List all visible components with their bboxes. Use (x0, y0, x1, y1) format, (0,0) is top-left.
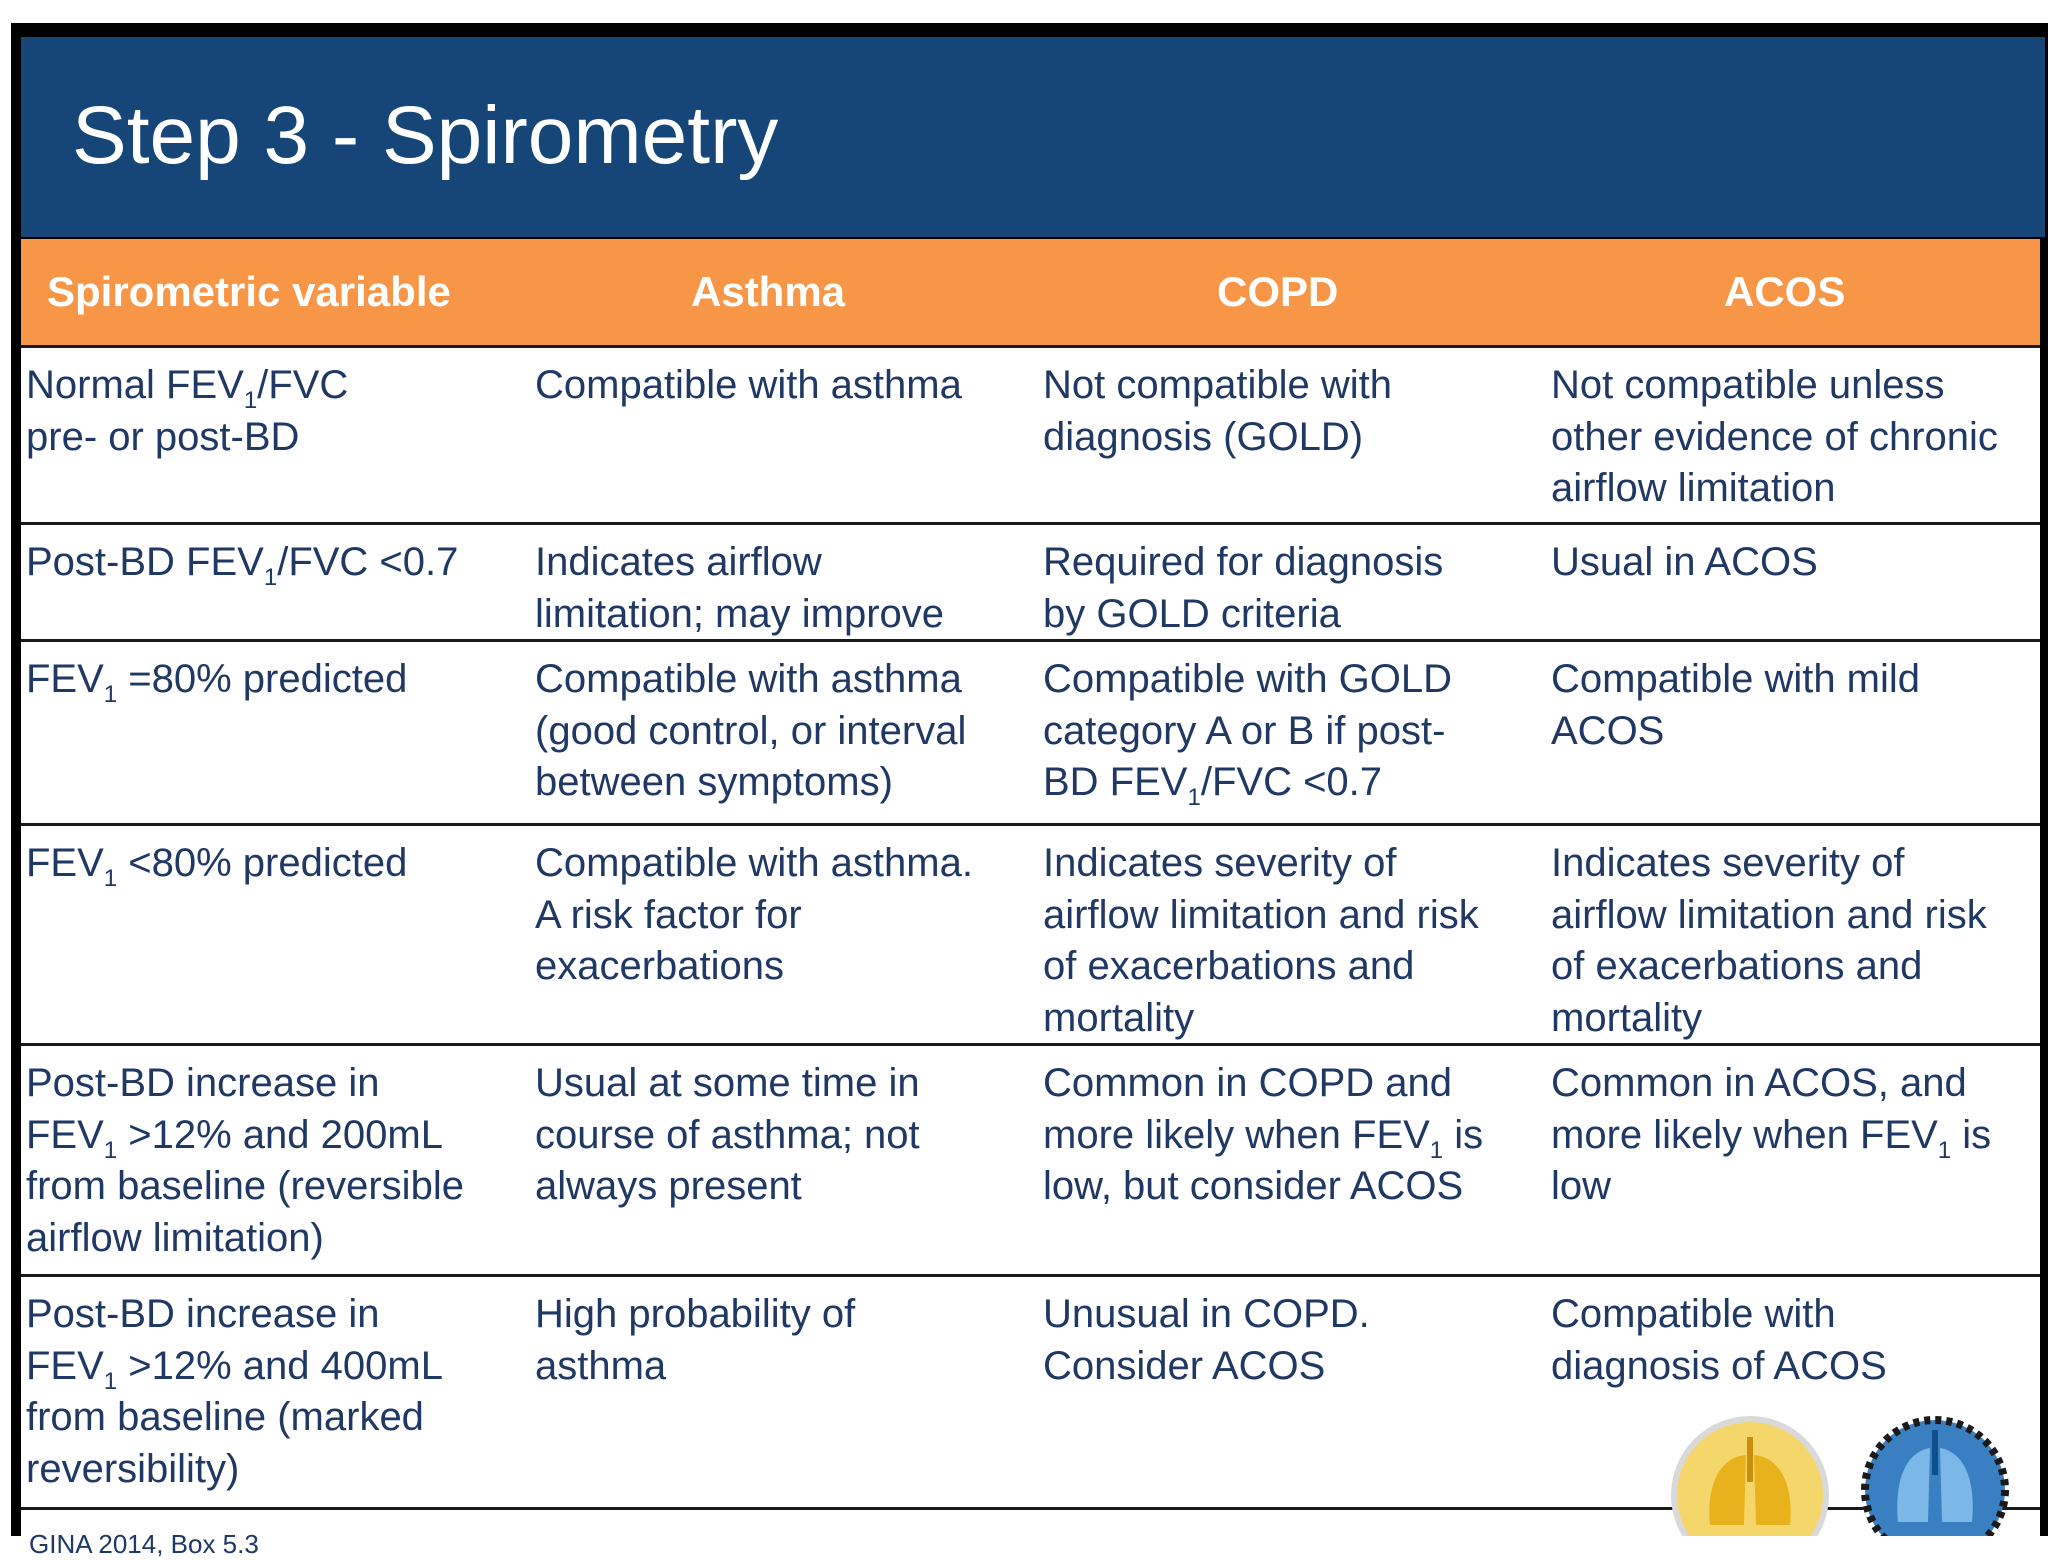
gina-lungs-logo (1860, 1410, 2010, 1536)
row-variable-cell: Normal $FEV_1$/FVC pre- or post-BD (26, 363, 349, 459)
header-acos: ACOS (1724, 268, 1846, 315)
row-acos-cell: Indicates severity of airflow limitation and risk of exacerbations and mortality (1551, 841, 1987, 1040)
header-spirometric-variable: Spirometric variable (47, 268, 451, 315)
row-acos-cell: Common in ACOS, and more likely when $FEV_1$ is low (1551, 1061, 1992, 1208)
table-row (21, 345, 2040, 525)
row-variable-cell: Post-BD increase in $FEV_1 >12\%$ and 200mL from baseline (reversible airflow limitation) (26, 1061, 464, 1260)
header-copd: COPD (1217, 268, 1339, 315)
row-variable-cell: Post-BD increase in $FEV_1 >12\%$ and 400mL from baseline (marked reversibility) (26, 1292, 443, 1491)
row-acos-cell: Not compatible unless other evidence of chronic airflow limitation (1551, 363, 1998, 510)
row-variable-cell: $FEV_1 <80\%$ predicted (26, 841, 408, 892)
header-asthma: Asthma (691, 268, 846, 315)
row-asthma-cell: Compatible with asthma. A risk factor for exacerbations (535, 841, 973, 988)
table-row (21, 639, 2040, 826)
top-strip (0, 0, 2048, 23)
row-asthma-cell: Indicates airflow limitation; may improve (535, 540, 945, 636)
row-asthma-cell: Compatible with asthma (good control, or interval between symptoms) (535, 657, 967, 804)
table-row (21, 1043, 2040, 1277)
row-copd-cell: Unusual in COPD. Consider ACOS (1043, 1292, 1370, 1388)
row-asthma-cell: Usual at some time in course of asthma; not always present (535, 1061, 920, 1208)
table-row (21, 823, 2040, 1046)
row-variable-cell: $FEV_1 =80\%$ predicted (26, 657, 408, 708)
row-acos-cell: Usual in ACOS (1551, 540, 1818, 584)
row-copd-cell: Required for diagnosis by GOLD criteria (1043, 540, 1444, 636)
row-acos-cell: Compatible with mild ACOS (1551, 657, 1921, 753)
row-variable-cell: Post-BD $FEV_1$/FVC <0.7 (26, 540, 459, 591)
slide-title: Step 3 - Spirometry (72, 90, 779, 181)
table-row (21, 522, 2040, 642)
spirometry-table (21, 239, 2040, 1559)
row-asthma-cell: High probability of asthma (535, 1292, 856, 1388)
row-asthma-cell: Compatible with asthma (535, 363, 962, 407)
footnote: GINA 2014, Box 5.3 (29, 1529, 259, 1559)
gold-lungs-logo (1670, 1415, 1830, 1536)
table-header-row (21, 239, 2040, 345)
row-acos-cell: Compatible with diagnosis of ACOS (1551, 1292, 1887, 1388)
row-copd-cell: Common in COPD and more likely when $FEV_1$ is low, but consider ACOS (1043, 1061, 1484, 1208)
row-copd-cell: Not compatible with diagnosis (GOLD) (1043, 363, 1393, 459)
row-copd-cell: Indicates severity of airflow limitation and risk of exacerbations and mortality (1043, 841, 1479, 1040)
row-copd-cell: Compatible with GOLD category A or B if post- BD $FEV_1$/FVC <0.7 (1043, 657, 1453, 811)
